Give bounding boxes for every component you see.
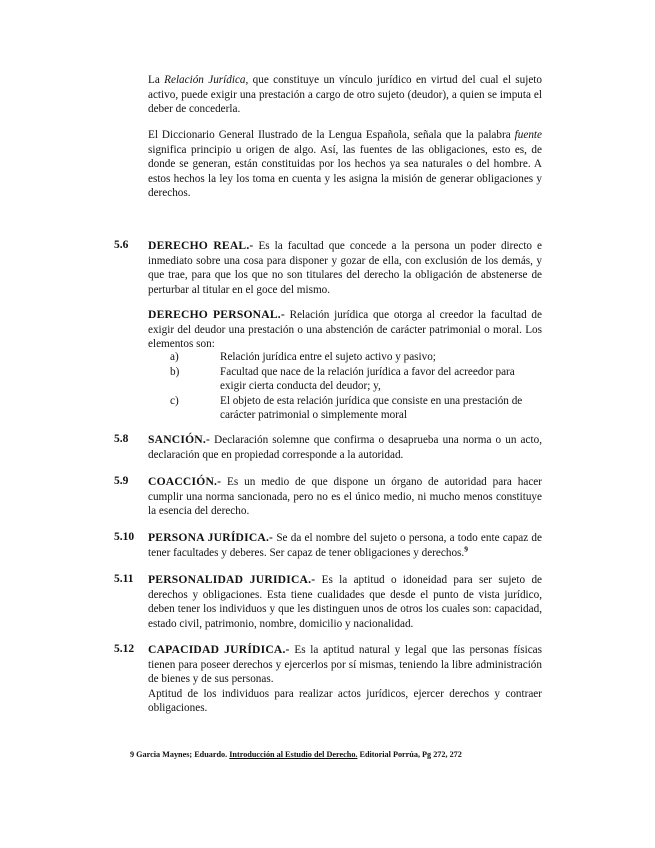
section-term: SANCIÓN.- <box>148 433 211 446</box>
list-text: El objeto de esta relación jurídica que consiste en una prestación de carácter patrimonial o simplemente moral <box>220 394 523 422</box>
section-number: 5.9 <box>114 475 129 487</box>
list-label: a) <box>170 351 179 363</box>
section-number: 5.12 <box>114 643 135 655</box>
italic-term: fuente <box>514 129 542 141</box>
text: significa principio u origen de algo. Así, las fuentes de las obligaciones, esto es, de donde se generan, están constituidas por los hechos ya sea naturales o del hombre. A estos hechos la ley los toma en cuenta y les asigna la misión de generar obligaciones y derechos. <box>148 143 542 200</box>
section-text: Es un medio de que dispone un órgano de autoridad para hacer cumplir una norma sancionada, pero no es el único medio, ni mucho menos constituye la esencia del derecho. <box>148 476 542 518</box>
list-item <box>148 394 542 423</box>
section-extra-paragraph: Aptitud de los individuos para realizar actos jurídicos, ejercer derechos y contraer obligaciones. <box>148 687 542 715</box>
text: , que constituye un vínculo jurídico en virtud del cual el sujeto activo, puede exigir una prestación a cargo de otro sujeto (deudor), a quien se imputa el deber de concederla. <box>148 74 542 116</box>
footnote-suffix: Editorial Porrúa, Pg 272, 272 <box>357 750 462 759</box>
section-body <box>148 239 542 297</box>
section-body <box>148 573 542 631</box>
intro-paragraph-relacion <box>148 73 542 117</box>
section-body <box>148 433 542 462</box>
section-number: 5.11 <box>114 573 134 585</box>
footnote-reference: 9 <box>464 543 468 553</box>
section-text: Es la aptitud natural y legal que las personas físicas tienen para poseer derechos y ejercerlos por sí mismas, teniendo la libre administración de bienes y de sus personas. <box>148 644 542 686</box>
section-body <box>148 643 542 716</box>
section-number: 5.8 <box>114 433 129 445</box>
footnote-prefix: 9 Garcia Maynes; Eduardo. <box>130 750 230 759</box>
section-body <box>148 475 542 519</box>
text: La <box>148 74 165 86</box>
section-body <box>148 308 542 352</box>
section-term: DERECHO REAL.- <box>148 239 254 252</box>
section-body <box>148 531 542 560</box>
list-label: c) <box>170 394 179 407</box>
section-text: Es la aptitud o idoneidad para ser sujeto de derechos y obligaciones. Esta tiene cualidades que desde el punto de vista jurídico, deben tener los individuos y que les distinguen unos de otros los cuales son: capacidad, estado civil, patrimonio, nombre, domicilio y nacionalidad. <box>148 574 543 630</box>
section-text: Es la facultad que concede a la persona un poder directo e inmediato sobre una cosa para disponer y gozar de ella, con exclusión de los demás, y que trae, para que los que no son titulares del derecho la obligación de abstenerse de perturbar al titular en el goce del mismo. <box>148 240 542 296</box>
section-number: 5.6 <box>114 239 129 251</box>
section-term: PERSONA JURÍDICA.- <box>148 531 274 544</box>
section-text: Declaración solemne que confirma o desaprueba una norma o un acto, declaración que en propiedad corresponde a la autoridad. <box>148 434 542 461</box>
list-text: Relación jurídica entre el sujeto activo y pasivo; <box>220 351 436 363</box>
footnote <box>130 750 462 759</box>
section-number: 5.10 <box>114 531 135 543</box>
section-term: DERECHO PERSONAL.- <box>148 308 285 321</box>
list-item <box>148 365 542 394</box>
list-label: b) <box>170 365 180 378</box>
list-text: Facultad que nace de la relación jurídica a favor del acreedor para exigir cierta conducta del deudor; y, <box>220 365 515 393</box>
section-term: COACCIÓN.- <box>148 475 222 488</box>
list-item <box>148 350 542 365</box>
elements-list <box>148 350 542 423</box>
italic-term: Relación Jurídica <box>164 74 246 86</box>
section-text: Se da el nombre del sujeto o persona, a todo ente capaz de tener facultades y deberes. Ser capaz de tener obligaciones y derechos. <box>148 532 542 559</box>
footnote-title: Introducción al Estudio del Derecho. <box>229 750 358 759</box>
section-text: Relación jurídica que otorga al creedor la facultad de exigir del deudor una prestación o una abstención de carácter patrimonial o moral. Los elementos son: <box>148 309 542 351</box>
section-term: CAPACIDAD JURÍDICA.- <box>148 643 290 656</box>
section-term: PERSONALIDAD JURIDICA.- <box>148 573 316 586</box>
intro-paragraph-fuente <box>148 128 542 201</box>
text: El Diccionario General Ilustrado de la Lengua Española, señala que la palabra <box>148 129 515 141</box>
